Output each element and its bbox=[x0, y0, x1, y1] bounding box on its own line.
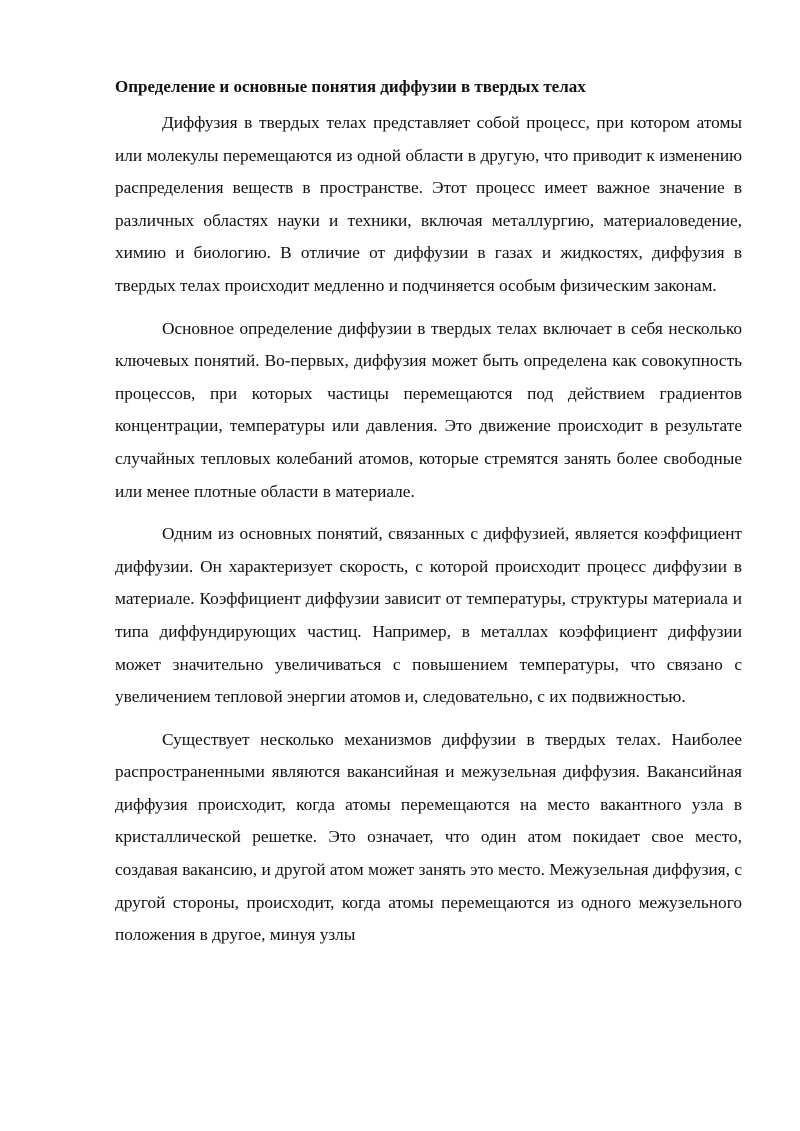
document-title: Определение и основные понятия диффузии в твердых телах bbox=[115, 77, 586, 96]
paragraph-2: Основное определение диффузии в твердых телах включает в себя несколько ключевых понятий. Во-первых, диффузия может быть определена как совокупность процессов, при которых частицы перемещаются под действием градиентов концентрации, температуры или давления. Это движение происходит в результате случайных тепловых колебаний атомов, которые стремятся занять более свободные или менее плотные области в материале. bbox=[115, 318, 742, 501]
paragraph-3: Одним из основных понятий, связанных с диффузией, является коэффициент диффузии. Он характеризует скорость, с которой происходит процесс диффузии в материале. Коэффициент диффузии зависит от температуры, структуры материала и типа диффундирующих частиц. Например, в металлах коэффициент диффузии может значительно увеличиваться с повышением температуры, что связано с увеличением тепловой энергии атомов и, следовательно, с их подвижностью. bbox=[115, 524, 742, 707]
paragraph-1: Диффузия в твердых телах представляет собой процесс, при котором атомы или молекулы перемещаются из одной области в другую, что приводит к изменению распределения веществ в пространстве. Этот процесс имеет важное значение в различных областях науки и техники, включая металлургию, материаловедение, химию и биологию. В отличие от диффузии в газах и жидкостях, диффузия в твердых телах происходит медленно и подчиняется особым физическим законам. bbox=[115, 113, 742, 295]
paragraph-4: Существует несколько механизмов диффузии в твердых телах. Наиболее распространенными являются вакансийная и межузельная диффузия. Вакансийная диффузия происходит, когда атомы перемещаются на место вакантного узла в кристаллической решетке. Это означает, что один атом покидает свое место, создавая вакансию, и другой атом может занять это место. Межузельная диффузия, с другой стороны, происходит, когда атомы перемещаются из одного межузельного положения в другое, минуя узлы bbox=[115, 729, 742, 945]
